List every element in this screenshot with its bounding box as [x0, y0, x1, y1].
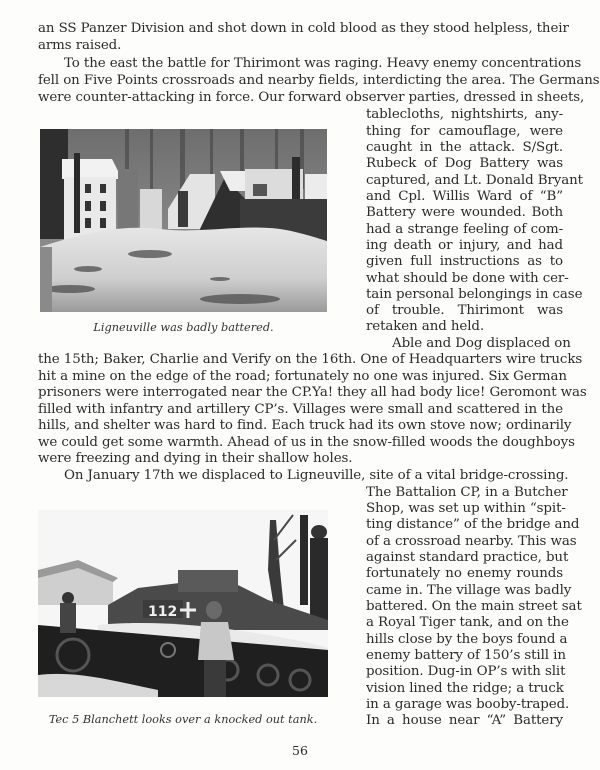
text-line: filled with infantry and artillery CP’s. Villages were small and scattered in the	[38, 402, 563, 417]
tank-photo-illustration	[38, 510, 328, 697]
text-line: a Royal Tiger tank, and on the	[366, 615, 569, 630]
text-line: Rubeck of Dog Battery was	[366, 156, 563, 171]
text-line: hills, and shelter was hard to find. Each truck had its own stove now; ordinarily	[38, 418, 572, 433]
figure-caption: Ligneuville was badly battered.	[93, 321, 274, 334]
village-photo-illustration	[40, 129, 327, 312]
text-line: On January 17th we displaced to Ligneuville, site of a vital bridge-crossing.	[64, 468, 569, 483]
text-line: given full instructions as to	[366, 254, 563, 269]
text-line: came in. The village was badly	[366, 583, 572, 598]
text-line: were freezing and dying in their shallow holes.	[38, 451, 353, 466]
photo-tank	[38, 510, 328, 697]
text-line: arms raised.	[38, 38, 122, 53]
tank-marking: 112	[148, 604, 178, 620]
text-line: battered. On the main street sat	[366, 599, 582, 614]
text-line: To the east the battle for Thirimont was raging. Heavy enemy concentrations	[64, 56, 582, 71]
text-line: The Battalion CP, in a Butcher	[366, 485, 568, 500]
text-line: position. Dug-in OP’s with slit	[366, 664, 566, 679]
text-line: fortunately no enemy rounds	[366, 566, 563, 581]
text-line: an SS Panzer Division and shot down in cold blood as they stood helpless, their	[38, 21, 569, 36]
text-line: fell on Five Points crossroads and nearby fields, interdicting the area. The Germans	[38, 73, 600, 88]
page-number: 56	[292, 743, 308, 758]
text-line: ing death or injury, and had	[366, 238, 563, 253]
text-line: of a crossroad nearby. This was	[366, 534, 577, 549]
text-line: against standard practice, but	[366, 550, 569, 565]
text-line: in a garage was booby-traped.	[366, 697, 570, 712]
text-line: captured, and Lt. Donald Bryant	[366, 173, 583, 188]
text-line: thing for camouflage, were	[366, 124, 563, 139]
text-line: In a house near “A” Battery	[366, 713, 563, 728]
text-line: of trouble. Thirimont was	[366, 303, 563, 318]
text-line: tablecloths, nightshirts, any-	[366, 107, 563, 122]
text-line: Battery were wounded. Both	[366, 205, 563, 220]
text-line: we could get some warmth. Ahead of us in the snow-filled woods the doughboys	[38, 435, 575, 450]
text-line: ting distance” of the bridge and	[366, 517, 580, 532]
text-line: hit a mine on the edge of the road; fortunately no one was injured. Six German	[38, 369, 567, 384]
text-line: had a strange feeling of com-	[366, 222, 563, 237]
text-line: tain personal belongings in case	[366, 287, 583, 302]
photo-ligneuville	[40, 129, 327, 312]
text-line: and Cpl. Willis Ward of “B”	[366, 189, 563, 204]
text-line: were counter-attacking in force. Our forward observer parties, dressed in sheets,	[38, 90, 585, 105]
text-line: Able and Dog displaced on	[392, 336, 571, 351]
figure-caption: Tec 5 Blanchett looks over a knocked out tank.	[48, 713, 318, 726]
text-line: vision lined the ridge; a truck	[366, 681, 564, 696]
text-line: enemy battery of 150’s still in	[366, 648, 566, 663]
text-line: what should be done with cer-	[366, 271, 569, 286]
text-line: the 15th; Baker, Charlie and Verify on the 16th. One of Headquarters wire trucks	[38, 352, 583, 367]
text-line: prisoners were interrogated near the CP.Ya! they all had body lice! Geromont was	[38, 385, 587, 400]
text-line: retaken and held.	[366, 319, 485, 334]
text-line: Shop, was set up within “spit-	[366, 501, 566, 516]
text-line: hills close by the boys found a	[366, 632, 568, 647]
text-line: caught in the attack. S/Sgt.	[366, 140, 563, 155]
